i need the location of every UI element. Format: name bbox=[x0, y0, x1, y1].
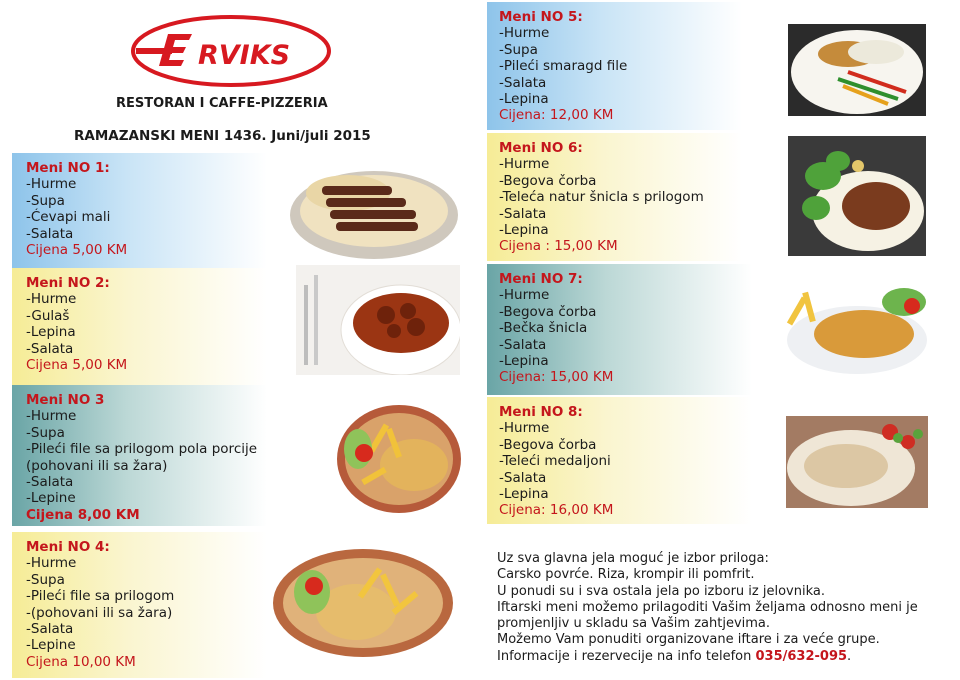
menu-price-3: Cijena 8,00 KM bbox=[26, 506, 140, 523]
note-line: Carsko povrće. Riza, krompir ili pomfrit. bbox=[497, 567, 755, 583]
menu-item: -Salata bbox=[26, 474, 74, 491]
contact-suffix: . bbox=[847, 648, 852, 664]
menu-title-8: Meni NO 8: bbox=[499, 404, 583, 420]
menu-item: -Salata bbox=[26, 340, 74, 357]
menu-title-2: Meni NO 2: bbox=[26, 275, 110, 291]
menu-card-7 bbox=[487, 264, 752, 395]
menu-item: -Ćevapi mali bbox=[26, 209, 111, 226]
menu-item: (pohovani ili sa žara) bbox=[26, 457, 168, 474]
menu-item: -Bečka šnicla bbox=[499, 320, 588, 337]
menu-card-4 bbox=[12, 532, 267, 678]
menu-item: -Hurme bbox=[26, 176, 77, 193]
note-line: Uz sva glavna jela moguć je izbor priloga: bbox=[497, 551, 769, 566]
menu-item: -Hurme bbox=[26, 291, 77, 308]
menu-item: -Lepine bbox=[26, 490, 76, 507]
menu-price-4: Cijena 10,00 KM bbox=[26, 653, 136, 670]
note-line: Iftarski meni možemo prilagoditi Vašim željama odnosno meni je bbox=[497, 599, 918, 615]
menu-item: -Salata bbox=[499, 74, 547, 91]
menu-title-5: Meni NO 5: bbox=[499, 9, 583, 25]
menu-item: -(pohovani ili sa žara) bbox=[26, 604, 173, 621]
menu-item: -Lepina bbox=[26, 324, 76, 341]
chicken-plate-photo bbox=[336, 403, 462, 515]
menu-item: -Salata bbox=[26, 621, 74, 638]
note-line: promjenljiv u skladu sa Vašim zahtjevima. bbox=[497, 616, 771, 632]
phone-number[interactable]: 035/632-095 bbox=[755, 648, 848, 664]
menu-item: -Begova čorba bbox=[499, 303, 597, 320]
menu-item: -Pileći file sa prilogom pola porcije bbox=[26, 441, 258, 458]
menu-item: -Lepina bbox=[499, 222, 549, 239]
menu-price-5: Cijena: 12,00 KM bbox=[499, 107, 614, 124]
menu-item: -Salata bbox=[26, 225, 74, 242]
menu-item: -Lepina bbox=[499, 486, 549, 503]
logo-text: RVIKS bbox=[198, 40, 291, 71]
contact-line bbox=[497, 649, 918, 665]
menu-card-6 bbox=[487, 133, 742, 261]
menu-card-8 bbox=[487, 397, 752, 524]
medaljoni-photo bbox=[786, 416, 928, 508]
menu-item: -Salata bbox=[499, 469, 547, 486]
menu-item: -Pileći smaragd file bbox=[499, 58, 628, 75]
menu-title: RAMAZANSKI MENI 1436. Juni/juli 2015 bbox=[74, 128, 371, 144]
menu-card-2 bbox=[12, 268, 267, 385]
smaragd-file-photo bbox=[788, 24, 926, 116]
steak-photo bbox=[788, 136, 926, 256]
menu-card-5 bbox=[487, 2, 742, 130]
menu-item: -Teleća natur šnicla s prilogom bbox=[499, 189, 704, 206]
menu-card-1 bbox=[12, 153, 267, 268]
menu-item: -Salata bbox=[499, 336, 547, 353]
menu-item: -Supa bbox=[26, 192, 65, 209]
menu-item: -Supa bbox=[26, 571, 65, 588]
menu-item: -Gulaš bbox=[26, 307, 70, 324]
menu-item: -Hurme bbox=[26, 555, 77, 572]
menu-item: -Teleći medaljoni bbox=[499, 453, 611, 470]
menu-item: -Salata bbox=[499, 205, 547, 222]
menu-title-4: Meni NO 4: bbox=[26, 539, 110, 555]
menu-item: -Lepina bbox=[499, 91, 549, 108]
schnitzel-photo bbox=[786, 282, 928, 376]
menu-item: -Hurme bbox=[26, 408, 77, 425]
gulas-photo bbox=[296, 265, 460, 375]
contact-text: Informacije i rezervecije na info telefon bbox=[497, 648, 756, 664]
menu-item: -Lepina bbox=[499, 353, 549, 370]
chicken-fries-photo bbox=[272, 548, 454, 658]
menu-price-1: Cijena 5,00 KM bbox=[26, 242, 128, 259]
menu-item: -Begova čorba bbox=[499, 172, 597, 189]
note-line: Možemo Vam ponuditi organizovane iftare i za veće grupe. bbox=[497, 632, 880, 648]
menu-item: -Hurme bbox=[499, 287, 550, 304]
info-notes bbox=[497, 551, 918, 665]
note-line: U ponudi su i sva ostala jela po izboru iz jelovnika. bbox=[497, 583, 825, 599]
menu-price-8: Cijena: 16,00 KM bbox=[499, 502, 614, 519]
menu-item: -Hurme bbox=[499, 25, 550, 42]
restaurant-subtitle: RESTORAN I CAFFE-PIZZERIA bbox=[116, 96, 328, 111]
menu-price-7: Cijena: 15,00 KM bbox=[499, 369, 614, 386]
menu-title-7: Meni NO 7: bbox=[499, 271, 583, 287]
menu-price-6: Cijena : 15,00 KM bbox=[499, 238, 618, 255]
menu-item: -Begova čorba bbox=[499, 436, 597, 453]
menu-item: -Supa bbox=[26, 424, 65, 441]
menu-item: -Hurme bbox=[499, 420, 550, 437]
menu-title-1: Meni NO 1: bbox=[26, 160, 110, 176]
menu-card-3 bbox=[12, 385, 267, 526]
menu-item: -Hurme bbox=[499, 156, 550, 173]
menu-item: -Lepine bbox=[26, 637, 76, 654]
menu-price-2: Cijena 5,00 KM bbox=[26, 357, 128, 374]
menu-title-3: Meni NO 3 bbox=[26, 392, 105, 408]
cevapi-photo bbox=[288, 153, 460, 263]
menu-title-6: Meni NO 6: bbox=[499, 140, 583, 156]
menu-item: -Supa bbox=[499, 41, 538, 58]
erviks-logo bbox=[128, 10, 333, 92]
menu-item: -Pileći file sa prilogom bbox=[26, 588, 175, 605]
